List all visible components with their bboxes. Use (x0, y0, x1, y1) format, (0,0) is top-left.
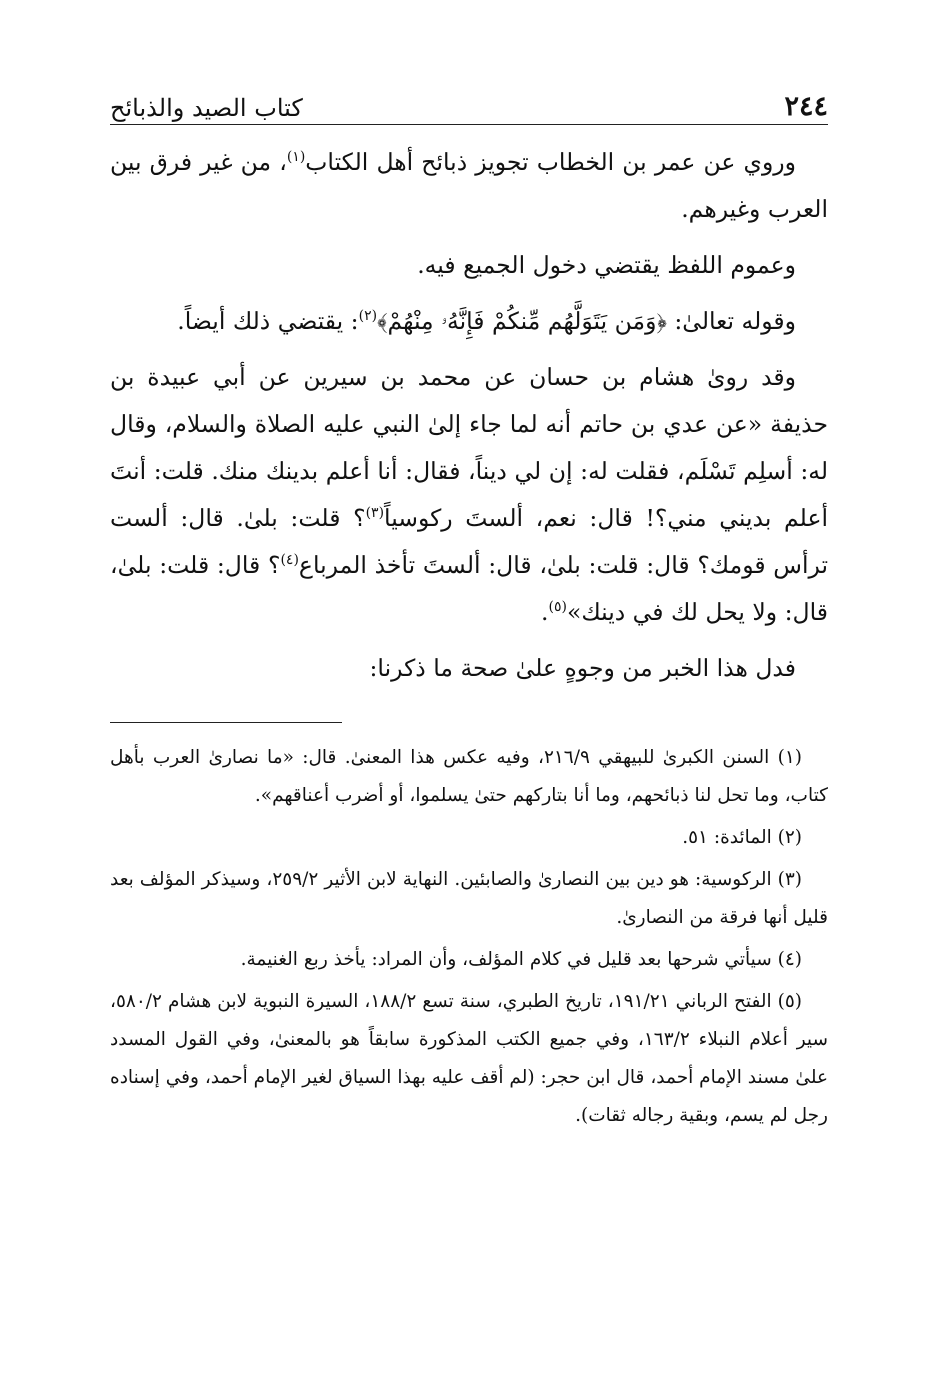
footnote-ref-4: (٤) (280, 552, 299, 569)
footnotes-section (110, 739, 828, 1135)
book-page (110, 78, 828, 1317)
paragraph-1 (110, 139, 828, 233)
running-header (110, 78, 828, 125)
paragraph-3 (110, 298, 828, 345)
paragraph-4-part-b: ؟ قلت: بلىٰ. قال: ألست ترأس قومك؟ قال: قلت: بلىٰ، قال: ألستَ تأخذ المرباع (110, 504, 828, 579)
footnote-4: (٤) سيأتي شرحها بعد قليل في كلام المؤلف، وأن المراد: يأخذ ربع الغنيمة. (240, 949, 802, 970)
paragraph-1-text: وروي عن عمر بن الخطاب تجويز ذبائح أهل الكتاب (305, 148, 796, 176)
paragraph-4 (110, 354, 828, 636)
footnote-divider (110, 722, 342, 723)
footnote-3: (٣) الركوسية: هو دين بين النصارىٰ والصابئين. النهاية لابن الأثير ٢٥٩/٢، وسيذكر المؤلف بعد قليل أنها فرقة من النصارىٰ. (110, 869, 828, 928)
paragraph-4-part-c: ؟ قال: قلت: بلىٰ، قال: ولا يحل لك في دينك» (110, 551, 828, 626)
footnote-5: (٥) الفتح الرباني ١٩١/٢١، تاريخ الطبري، سنة تسع ١٨٨/٢، السيرة النبوية لابن هشام ٥٨٠/٢، سير أعلام النبلاء ١٦٣/٢، وفي جميع الكتب المذكورة سابقاً هو بالمعنىٰ، وفي القول المسدد علىٰ مسند الإمام أحمد، قال ابن حجر: (لم أقف عليه بهذا السياق لغير الإمام أحمد، وفي إسناده رجل لم يسم، وبقية رجاله ثقات). (110, 991, 828, 1126)
paragraph-4-part-d: . (540, 598, 549, 626)
footnote-1: (١) السنن الكبرىٰ للبيهقي ٢١٦/٩، وفيه عكس هذا المعنىٰ. قال: «ما نصارىٰ العرب بأهل كتاب، وما تحل لنا ذبائحهم، وما أنا بتاركهم حتىٰ يسلموا، أو أضرب أعناقهم». (110, 747, 828, 806)
paragraph-4-part-a: وقد روىٰ هشام بن حسان عن محمد بن سيرين عن أبي عبيدة بن حذيفة «عن عدي بن حاتم أنه لما جاء إلىٰ النبي عليه الصلاة والسلام، وقال له: أسلِم تَسْلَم، فقلت له: إن لي ديناً، فقال: أنا أعلم بدينك منك. قلت: أنتَ أعلم بديني مني؟! قال: نعم، ألستَ ركوسياً (110, 363, 828, 532)
footnote-ref-2: (٢) (358, 308, 378, 325)
main-text (110, 139, 828, 692)
footnote-ref-1: (١) (286, 149, 306, 166)
paragraph-1-tail: ، من غير فرق بين العرب وغيرهم. (110, 148, 828, 223)
paragraph-3-text: وقوله تعالىٰ: ﴿وَمَن يَتَوَلَّهُم مِّنكُمْ فَإِنَّهُۥ مِنْهُمْ﴾ (377, 307, 796, 335)
chapter-title: كتاب الصيد والذبائح (110, 94, 303, 122)
paragraph-2: وعموم اللفظ يقتضي دخول الجميع فيه. (417, 251, 796, 279)
footnote-ref-5: (٥) (548, 599, 567, 616)
paragraph-5: فدل هذا الخبر من وجوهٍ علىٰ صحة ما ذكرنا: (369, 654, 796, 682)
paragraph-3-tail: : يقتضي ذلك أيضاً. (177, 307, 359, 335)
footnote-ref-3: (٣) (365, 505, 385, 522)
page-number: ٢٤٤ (784, 91, 828, 122)
footnote-2: (٢) المائدة: ٥١. (682, 827, 802, 848)
